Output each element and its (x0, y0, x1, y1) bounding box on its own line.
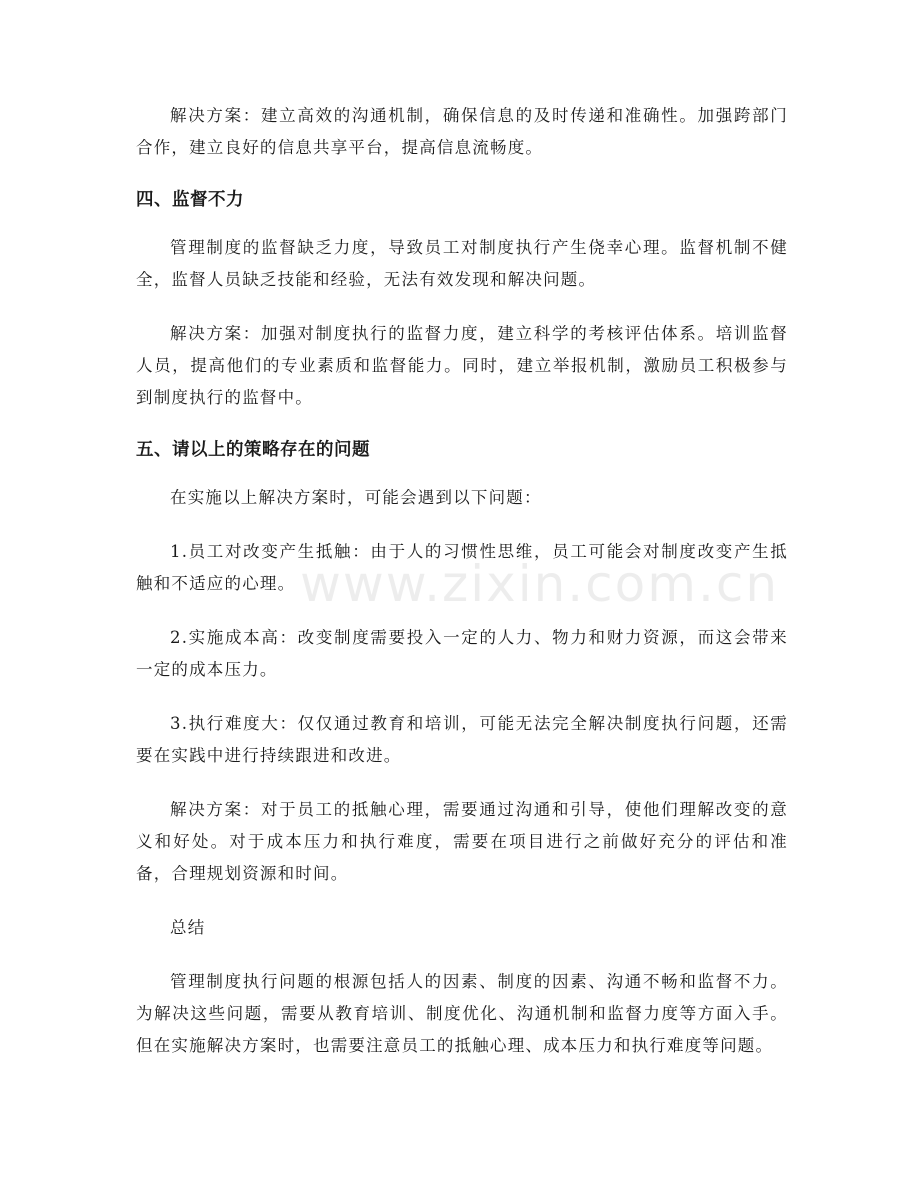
section-heading-5: 五、请以上的策略存在的问题 (136, 440, 370, 460)
list-item-2: 2.实施成本高：改变制度需要投入一定的人力、物力和财力资源，而这会带来一定的成本压力。 (136, 628, 788, 679)
document-body (136, 100, 788, 1084)
paragraph-intro-problems: 在实施以上解决方案时，可能会遇到以下问题： (170, 488, 542, 507)
list-item-3: 3.执行难度大：仅仅通过教育和培训，可能无法完全解决制度执行问题，还需要在实践中进行持续跟进和改进。 (136, 714, 788, 765)
paragraph-communication-solution: 解决方案：建立高效的沟通机制，确保信息的及时传递和准确性。加强跨部门合作，建立良好的信息共享平台，提高信息流畅度。 (136, 106, 788, 157)
summary-label: 总结 (170, 918, 206, 937)
paragraph-summary: 管理制度执行问题的根源包括人的因素、制度的因素、沟通不畅和监督不力。为解决这些问题，需要从教育培训、制度优化、沟通机制和监督力度等方面入手。但在实施解决方案时，也需要注意员工的抵触心理、成本压力和执行难度等问题。 (136, 972, 788, 1055)
section-heading-4: 四、监督不力 (136, 190, 244, 210)
paragraph-problems-solution: 解决方案：对于员工的抵触心理，需要通过沟通和引导，使他们理解改变的意义和好处。对于成本压力和执行难度，需要在项目进行之前做好充分的评估和准备，合理规划资源和时间。 (136, 800, 788, 883)
paragraph-supervision-problem: 管理制度的监督缺乏力度，导致员工对制度执行产生侥幸心理。监督机制不健全，监督人员缺乏技能和经验，无法有效发现和解决问题。 (136, 238, 788, 289)
paragraph-supervision-solution: 解决方案：加强对制度执行的监督力度，建立科学的考核评估体系。培训监督人员，提高他们的专业素质和监督能力。同时，建立举报机制，激励员工积极参与到制度执行的监督中。 (136, 324, 788, 407)
watermark: www.zixin.com.cn (300, 555, 780, 613)
list-item-1: 1.员工对改变产生抵触：由于人的习惯性思维，员工可能会对制度改变产生抵触和不适应的心理。 (136, 542, 788, 593)
